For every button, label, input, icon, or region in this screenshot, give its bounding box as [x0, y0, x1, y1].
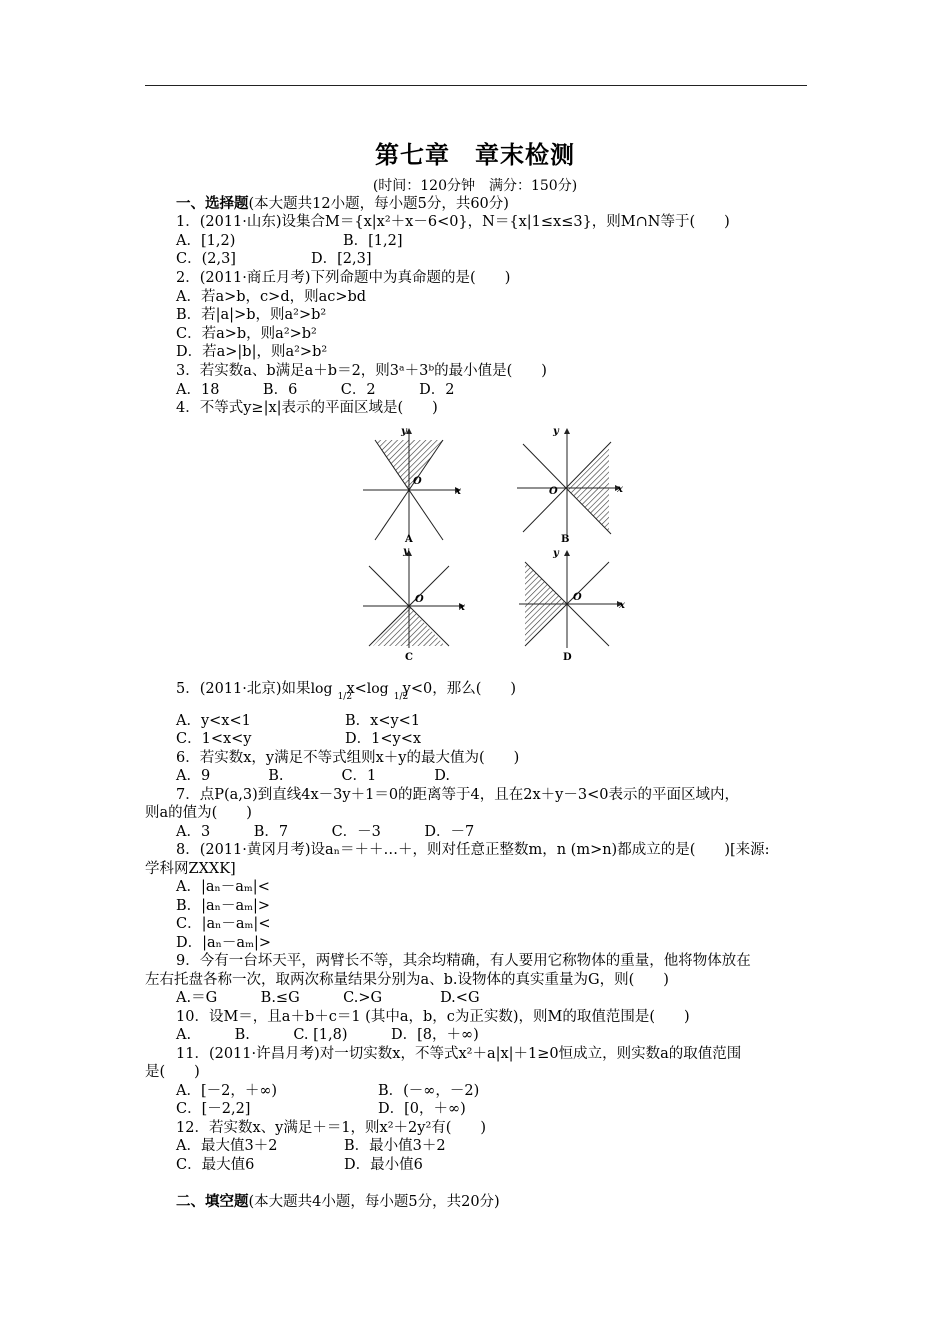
question-7: 7．点P(a,3)到直线4x－3y＋1＝0的距离等于4，且在2x＋y－3<0表示的平面区域内， — [176, 787, 739, 803]
q5-log-2-base: 1/2 — [393, 692, 409, 702]
question-6: 6．若实数x，y满足不等式组则x＋y的最大值为( ) — [176, 750, 520, 766]
q5-option-b: B．x<y<1 — [345, 713, 421, 729]
q5-option-c: C．1<x<y — [176, 731, 252, 747]
section-1-heading — [176, 195, 509, 213]
fig-b-y-label: y — [553, 426, 559, 437]
q8-option-d: D．|aₙ－aₘ|> — [176, 935, 272, 951]
q4-figures — [355, 420, 635, 670]
q1-option-a: A．[1,2) — [176, 233, 236, 249]
fig-c-x-label: x — [459, 602, 465, 613]
q1-option-b: B．[1,2] — [343, 233, 403, 249]
question-4: 4．不等式y≥|x|表示的平面区域是( ) — [176, 400, 438, 416]
page-title: 第七章 章末检测 — [375, 140, 575, 169]
figure-c — [363, 546, 466, 663]
q2-option-a: A．若a>b，c>d，则ac>bd — [176, 289, 367, 305]
q12-option-a: A．最大值3＋2 — [176, 1138, 278, 1154]
q5-log-2-text: log — [366, 681, 389, 697]
q5-log-1-base: 1/2 — [337, 692, 353, 702]
fig-d-origin: O — [573, 592, 582, 603]
q5-option-a: A．y<x<1 — [176, 713, 251, 729]
q11-option-c: C．[－2,2] — [176, 1101, 251, 1117]
q8-option-a: A．|aₙ－aₘ|< — [176, 879, 270, 895]
q11-option-d: D．[0，＋∞) — [378, 1101, 466, 1117]
section-2-title: 二、填空题 — [176, 1193, 249, 1210]
fig-a-x-label: x — [455, 486, 461, 497]
question-11-cont: 是( ) — [145, 1064, 200, 1080]
q7-options: A．3 B．7 C．－3 D．－7 — [176, 824, 475, 840]
q6-options: A．9 B. C．1 D. — [176, 768, 450, 784]
q3-options: A．18 B．6 C．2 D．2 — [176, 382, 455, 398]
section-2-note: (本大题共4小题，每小题5分，共20分) — [248, 1194, 500, 1210]
q1-option-c: C．(2,3] — [176, 251, 236, 267]
question-5 — [176, 680, 517, 702]
q11-option-b: B．(－∞，－2) — [378, 1083, 480, 1099]
question-9-cont: 左右托盘各称一次，取两次称量结果分别为a、b.设物体的真实重量为G，则( ) — [145, 972, 669, 988]
question-9: 9．今有一台坏天平，两臂长不等，其余均精确，有人要用它称物体的重量，他将物体放在 — [176, 953, 751, 969]
question-7-cont: 则a的值为( ) — [145, 805, 252, 821]
fig-c-y-label: y — [403, 546, 409, 557]
q5-option-d: D．1<y<x — [345, 731, 422, 747]
question-12: 12．若实数x、y满足＋＝1，则x²＋2y²有( ) — [176, 1120, 487, 1136]
section-1-note: (本大题共12小题，每小题5分，共60分) — [248, 196, 509, 212]
question-1: 1．(2011·山东)设集合M＝{x|x²＋x－6<0}，N＝{x|1≤x≤3}，则M∩N等于( ) — [176, 214, 730, 230]
q10-options: A. B. C. [1,8) D．[8，＋∞) — [176, 1027, 479, 1043]
fig-b-label: B — [561, 534, 570, 545]
figure-d — [519, 548, 626, 663]
q5-log-1-text: log — [310, 681, 333, 697]
fig-b-origin: O — [549, 486, 558, 497]
q2-option-c: C．若a>b，则a²>b² — [176, 326, 317, 342]
q5-middle: x< — [346, 681, 367, 697]
question-8: 8．(2011·黄冈月考)设aₙ＝＋＋…＋，则对任意正整数m，n (m>n)都成立的是( )[来源: — [176, 842, 770, 858]
q2-option-b: B．若|a|>b，则a²>b² — [176, 307, 327, 323]
q12-option-d: D．最小值6 — [344, 1157, 423, 1173]
fig-a-y-label: y — [401, 426, 407, 437]
q2-option-d: D．若a>|b|，则a²>b² — [176, 344, 328, 360]
fig-d-y-label: y — [553, 548, 559, 559]
q5-suffix: y<0，那么( ) — [402, 681, 517, 697]
q1-option-d: D．[2,3] — [311, 251, 372, 267]
q8-option-c: C．|aₙ－aₘ|< — [176, 916, 271, 932]
fig-a-label: A — [405, 534, 413, 545]
fig-c-origin: O — [415, 594, 424, 605]
fig-d-x-label: x — [619, 600, 625, 611]
fig-b-x-label: x — [617, 484, 623, 495]
figure-b — [517, 426, 624, 545]
q5-prefix: 5．(2011·北京)如果 — [176, 681, 311, 697]
header-rule — [145, 85, 807, 86]
q8-option-b: B．|aₙ－aₘ|> — [176, 898, 271, 914]
q5-log-1 — [310, 680, 353, 702]
question-3: 3．若实数a、b满足a＋b＝2，则3ᵃ＋3ᵇ的最小值是( ) — [176, 363, 547, 379]
figure-a — [363, 426, 462, 545]
question-10: 10．设M＝，且a＋b＋c＝1 (其中a，b，c为正实数)，则M的取值范围是( ) — [176, 1009, 690, 1025]
q11-option-a: A．[－2，＋∞) — [176, 1083, 278, 1099]
q12-option-b: B．最小值3＋2 — [344, 1138, 446, 1154]
q9-options: A.＝G B.≤G C.>G D.<G — [176, 990, 480, 1006]
q12-option-c: C．最大值6 — [176, 1157, 255, 1173]
q5-log-2 — [366, 680, 409, 702]
exam-info: (时间：120分钟 满分：150分) — [372, 178, 578, 194]
question-2: 2．(2011·商丘月考)下列命题中为真命题的是( ) — [176, 270, 511, 286]
fig-a-origin: O — [413, 476, 422, 487]
question-8-cont: 学科网ZXXK] — [145, 861, 236, 877]
section-1-title: 一、选择题 — [176, 195, 249, 212]
fig-c-label: C — [405, 652, 413, 663]
section-2-heading — [176, 1193, 500, 1211]
fig-d-label: D — [563, 652, 572, 663]
question-11: 11．(2011·许昌月考)对一切实数x，不等式x²＋a|x|＋1≥0恒成立，则实数a的取值范围 — [176, 1046, 742, 1062]
